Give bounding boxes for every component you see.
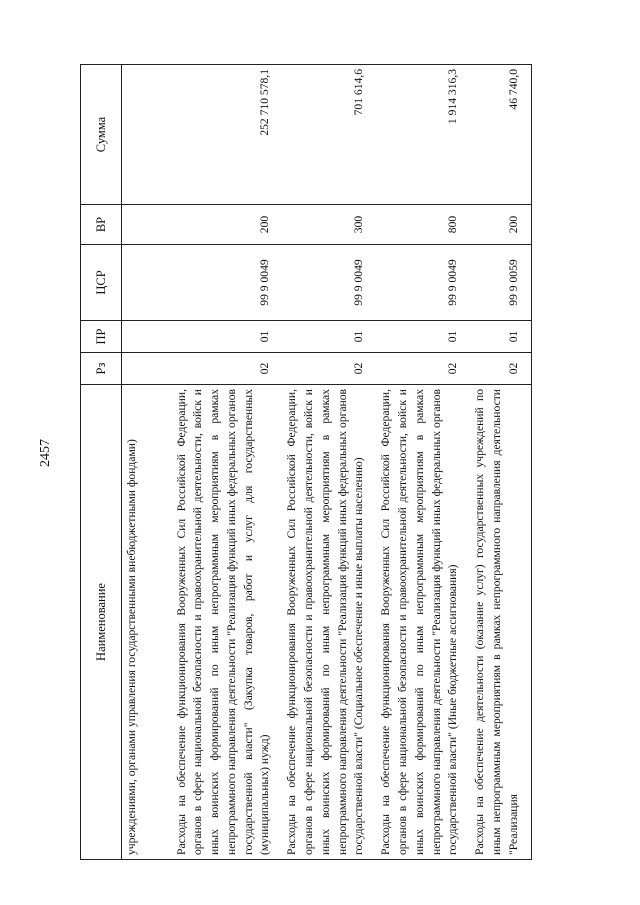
header-pr: ПР bbox=[81, 321, 122, 353]
row-pr: 01 bbox=[282, 321, 376, 353]
row-pr: 01 bbox=[172, 321, 283, 353]
header-csr: ЦСР bbox=[81, 245, 122, 321]
header-sum: Сумма bbox=[81, 65, 122, 205]
row-rz: 02 bbox=[172, 353, 283, 385]
row-sum bbox=[122, 65, 172, 205]
row-vr: 800 bbox=[376, 205, 470, 245]
row-rz: 02 bbox=[376, 353, 470, 385]
row-pr: 01 bbox=[470, 321, 531, 353]
header-name: Наименование bbox=[81, 385, 122, 860]
row-sum: 1 914 316,3 bbox=[376, 65, 470, 205]
budget-table-container bbox=[80, 65, 600, 860]
row-vr bbox=[122, 205, 172, 245]
row-name: учреждениями, органами управления государственными внебюджетными фондами) bbox=[122, 385, 172, 860]
row-pr: 01 bbox=[376, 321, 470, 353]
row-pr bbox=[122, 321, 172, 353]
row-csr: 99 9 0049 bbox=[172, 245, 283, 321]
table-header-row bbox=[81, 65, 122, 860]
row-name: Расходы на обеспечение функционирования Вооруженных Сил Российской Федерации, органов в сфере национальной безопасности и правоохранительной деятельности, войск и иных воинских формирований по иным непрограммным мероприятиям в рамках непрограммного направления деятельности "Реализация функций иных федеральных органов государственной власти" (Иные бюджетные ассигнования) bbox=[376, 385, 470, 860]
page-number bbox=[36, 418, 56, 488]
row-sum: 701 614,6 bbox=[282, 65, 376, 205]
row-csr: 99 9 0059 bbox=[470, 245, 531, 321]
row-csr bbox=[122, 245, 172, 321]
row-csr: 99 9 0049 bbox=[282, 245, 376, 321]
header-rz: Рз bbox=[81, 353, 122, 385]
row-rz: 02 bbox=[470, 353, 531, 385]
row-vr: 300 bbox=[282, 205, 376, 245]
row-rz: 02 bbox=[282, 353, 376, 385]
row-vr: 200 bbox=[470, 205, 531, 245]
table-row bbox=[122, 65, 172, 860]
row-csr: 99 9 0049 bbox=[376, 245, 470, 321]
row-sum: 46 740,0 bbox=[470, 65, 531, 205]
row-rz bbox=[122, 353, 172, 385]
table-row bbox=[172, 65, 283, 860]
row-sum: 252 710 578,1 bbox=[172, 65, 283, 205]
row-name: Расходы на обеспечение деятельности (оказание услуг) государственных учреждений по иным непрограммным мероприятиям в рамках непрограммного направления деятельности "Реализация bbox=[470, 385, 531, 860]
row-vr: 200 bbox=[172, 205, 283, 245]
budget-table bbox=[80, 64, 532, 860]
row-name: Расходы на обеспечение функционирования Вооруженных Сил Российской Федерации, органов в сфере национальной безопасности и правоохранительной деятельности, войск и иных воинских формирований по иным непрограммным мероприятиям в рамках непрограммного направления деятельности "Реализация функций иных федеральных органов государственной власти" (Социальное обеспечение и иные выплаты населению) bbox=[282, 385, 376, 860]
table-row bbox=[282, 65, 376, 860]
page-number-text: 2457 bbox=[38, 439, 53, 467]
row-name: Расходы на обеспечение функционирования Вооруженных Сил Российской Федерации, органов в сфере национальной безопасности и правоохранительной деятельности, войск и иных воинских формирований по иным непрограммным мероприятиям в рамках непрограммного направления деятельности "Реализация функций иных федеральных органов государственной власти" (Закупка товаров, работ и услуг для государственных (муниципальных) нужд) bbox=[172, 385, 283, 860]
table-row bbox=[470, 65, 531, 860]
table-row bbox=[376, 65, 470, 860]
header-vr: ВР bbox=[81, 205, 122, 245]
